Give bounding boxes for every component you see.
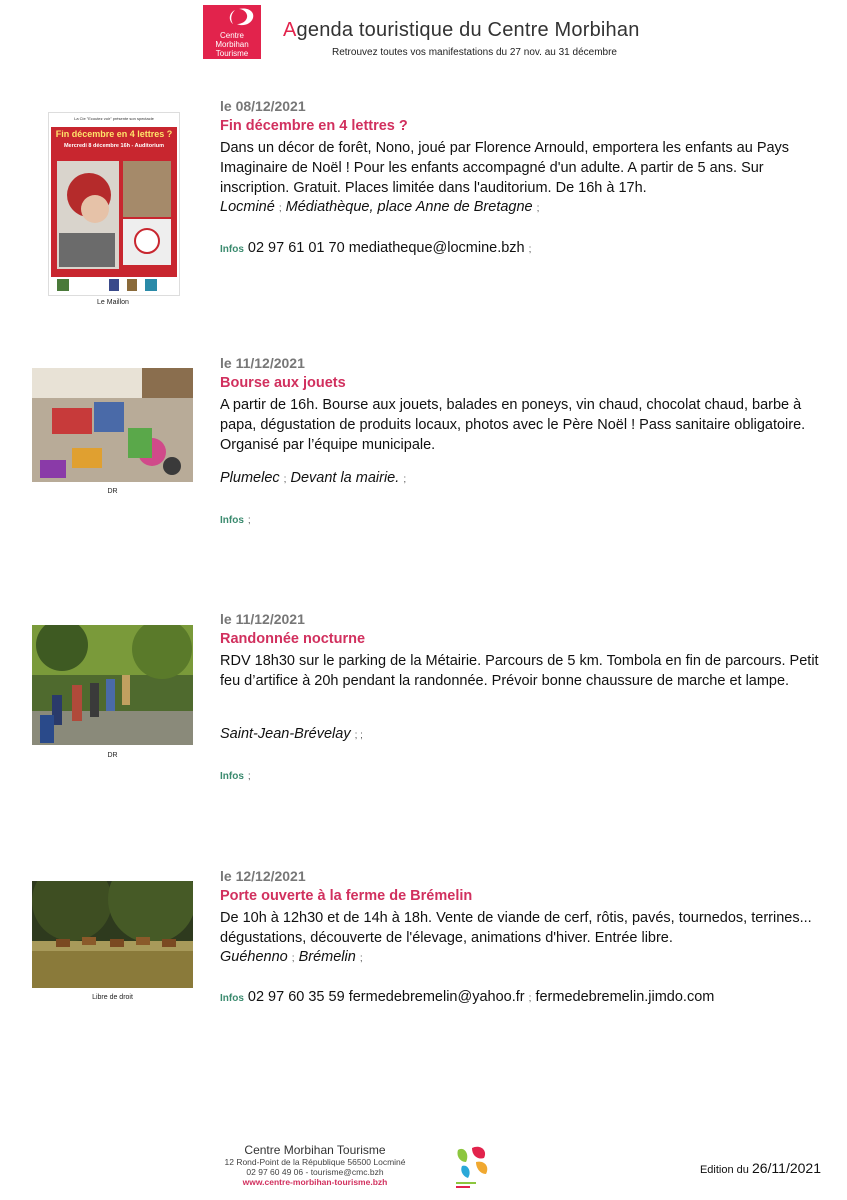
footer-org-name: Centre Morbihan Tourisme [244,1143,386,1157]
hiking-photo-illustration [32,625,193,745]
image-caption: DR [107,752,118,759]
event-phone[interactable]: 02 97 61 01 70 [247,240,345,256]
venue-separator: ; ; [354,730,363,741]
image-caption: Libre de droit [92,994,133,1001]
infos-separator: ; [247,771,251,782]
event-title: Fin décembre en 4 lettres ? [220,118,408,134]
event-description: RDV 18h30 sur le parking de la Métairie. Parcours de 5 km. Tombola en fin de parcours. Petit feu d’artifice à 20h pendant la randonnée. Prévoir bonne chaussure de marche et lampe. [220,653,819,689]
event-description: A partir de 16h. Bourse aux jouets, balades en poneys, vin chaud, chocolat chaud, barbe à papa, dégustation de produits locaux, photos avec le Père Noël ! Pass sanitaire obligatoire. Organisé par l’équipe municipale. [220,397,806,453]
event-photo [32,881,193,988]
event-title: Porte ouverte à la ferme de Brémelin [220,888,473,904]
event-location [220,949,363,965]
location-separator: ; [283,474,287,485]
event-infos [220,767,251,783]
infos-label: Infos [220,244,244,255]
event-town: Saint-Jean-Brévelay [220,726,351,742]
poster-top-text: La Cie "Ecoutez voir" présente son spectacle [74,116,154,121]
event-town: Plumelec [220,470,280,486]
event-venue: Médiathèque, place Anne de Bretagne [285,199,533,215]
infos-separator: ; [247,515,251,526]
event-venue: Brémelin [298,949,356,965]
footer-contact: 02 97 60 49 06 - tourisme@cmc.bzh [246,1167,384,1177]
poster-subtitle: Mercredi 8 décembre 16h - Auditorium [63,143,165,149]
event-website[interactable]: fermedebremelin.jimdo.com [535,989,715,1005]
agenda-subtitle: Retrouvez toutes vos manifestations du 27 nov. au 31 décembre [332,47,617,58]
event-title: Randonnée nocturne [220,631,366,647]
event-location [220,199,539,215]
title-rest: genda touristique du Centre Morbihan [296,19,640,41]
page-header [203,5,643,61]
event-location [220,470,406,486]
event-email[interactable]: fermedebremelin@yahoo.fr [348,989,525,1005]
poster-illustration [49,113,179,295]
location-separator: ; [278,203,282,214]
edition-label: Edition du [699,1164,749,1176]
event-poster-image [48,112,180,296]
image-caption: Le Maillon [97,299,129,306]
edition-date-value: 26/11/2021 [751,1160,821,1176]
event-location [220,726,363,742]
page-footer [220,1143,410,1187]
deer-farm-photo-illustration [32,881,193,988]
infos-separator: ; [528,993,532,1004]
footer-address: 12 Rond-Point de la République 56500 Locminé [224,1157,406,1167]
event-date: le 08/12/2021 [220,98,306,114]
event-photo [32,625,193,745]
agenda-title [283,19,640,42]
poster-title: Fin décembre en 4 lettres ? [55,129,173,139]
event-infos [220,240,531,256]
infos-label: Infos [220,515,244,526]
image-caption: DR [107,488,118,495]
toys-photo-illustration [32,368,193,482]
event-infos [220,511,251,527]
cmt-logo [203,5,261,59]
event-date: le 11/12/2021 [220,355,305,371]
event-date: le 12/12/2021 [220,868,306,884]
logo-line-1: Centre [219,31,244,40]
event-title: Bourse aux jouets [220,375,346,391]
infos-label: Infos [220,771,244,782]
venue-separator: ; [536,203,540,214]
event-phone[interactable]: 02 97 60 35 59 [247,989,345,1005]
infos-label: Infos [220,993,244,1004]
event-infos [220,989,714,1005]
edition-date [700,1160,821,1176]
title-initial: A [283,19,297,41]
swirl-logo-icon [225,7,255,29]
footer-website-link[interactable]: www.centre-morbihan-tourisme.bzh [242,1177,388,1187]
partner-logo-icon [450,1144,496,1190]
event-date: le 11/12/2021 [220,611,305,627]
event-email[interactable]: mediatheque@locmine.bzh [348,240,525,256]
logo-line-3: Tourisme [215,49,249,58]
event-description: De 10h à 12h30 et de 14h à 18h. Vente de viande de cerf, rôtis, pavés, tournedos, terrines... dégustations, découverte de l'élevage, animations d'hiver. Entrée libre. [220,910,812,946]
infos-separator: ; [528,244,532,255]
venue-separator: ; [403,474,407,485]
event-town: Guéhenno [220,949,288,965]
event-venue: Devant la mairie. [290,470,400,486]
event-photo [32,368,193,482]
venue-separator: ; [359,953,363,964]
event-description: Dans un décor de forêt, Nono, joué par Florence Arnould, emportera les enfants au Pays Imaginaire de Noël ! Pour les enfants accompagné d'un adulte. A partir de 5 ans. Sur inscription. Gratuit. Places limitée dans l'auditorium. De 16h à 17h. [220,140,790,196]
logo-line-2: Morbihan [215,40,249,49]
event-town: Locminé [220,199,275,215]
location-separator: ; [291,953,295,964]
